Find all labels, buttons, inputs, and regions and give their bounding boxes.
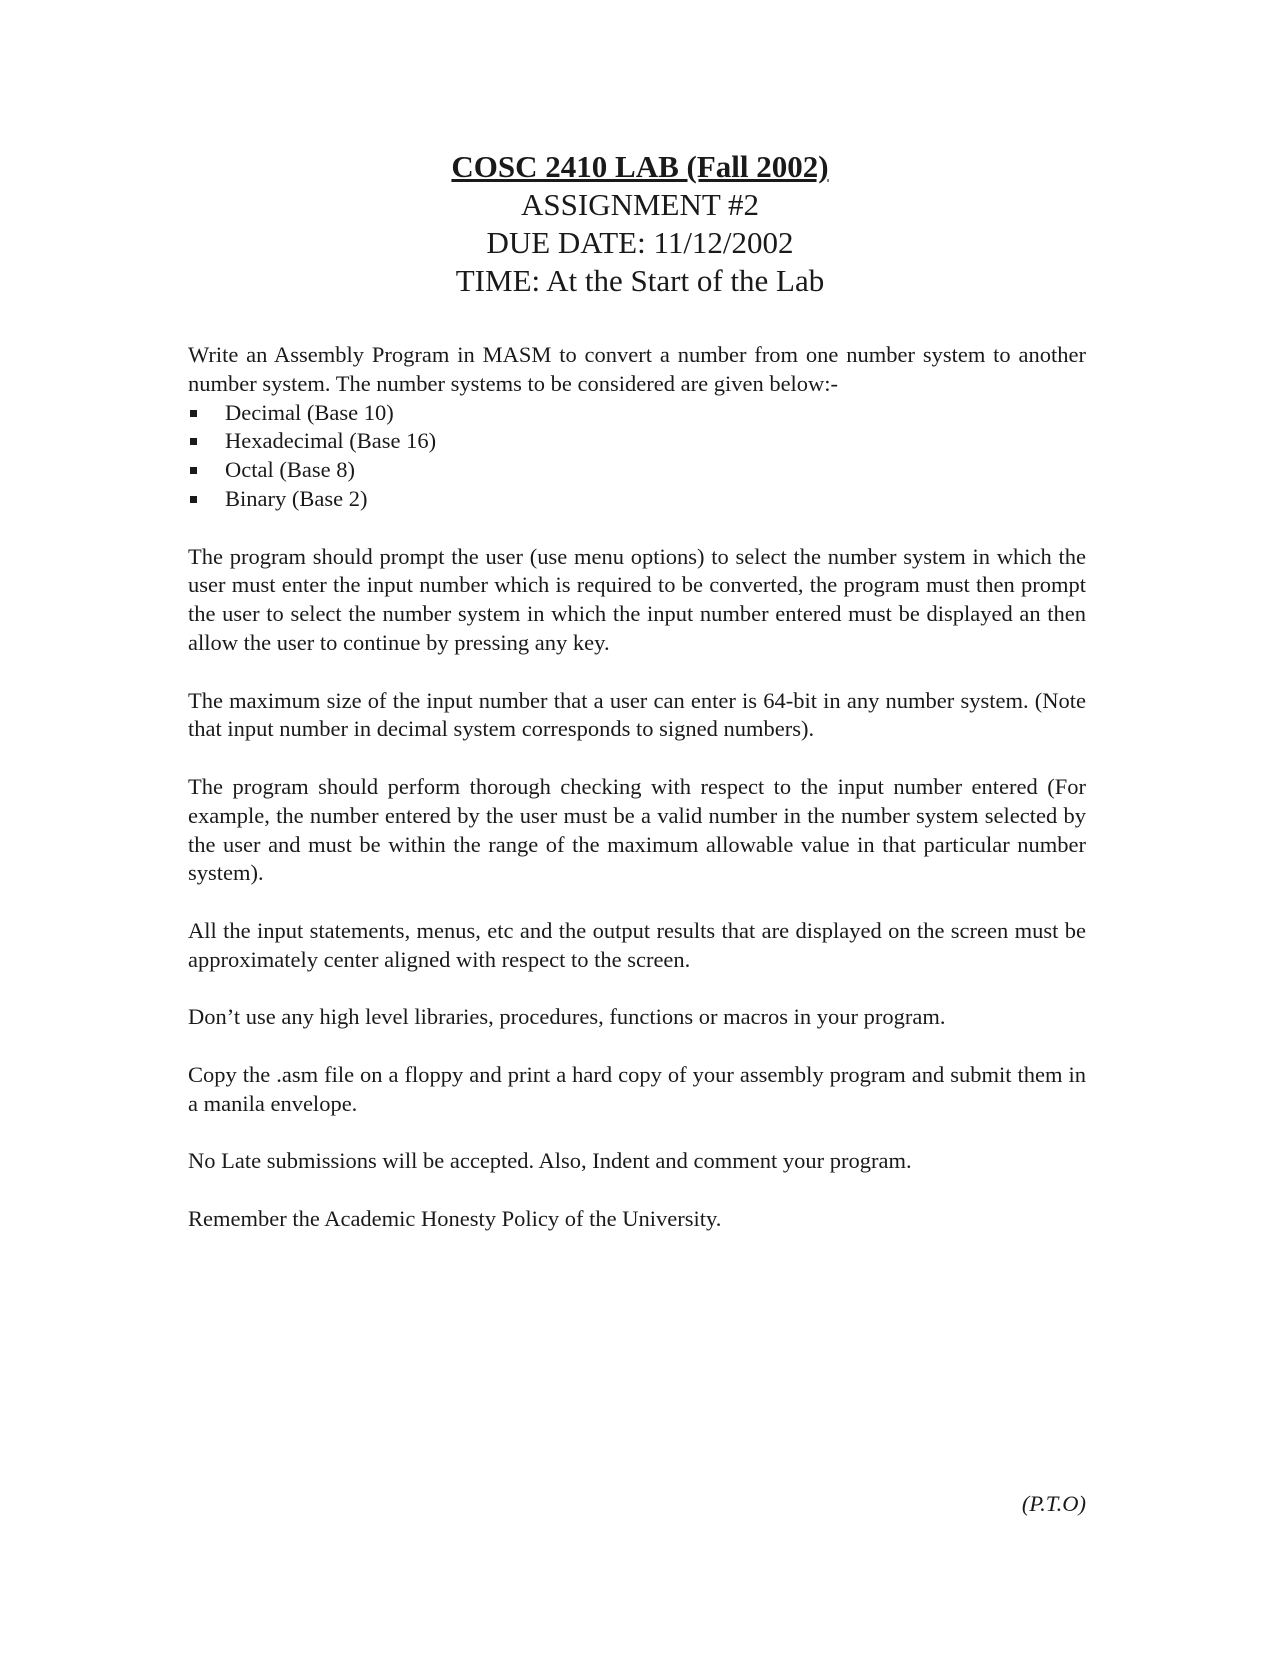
submission-time: TIME: At the Start of the Lab [455,263,825,298]
document-body [188,341,1086,1234]
late-policy-paragraph: No Late submissions will be accepted. Also, Indent and comment your program. [188,1148,912,1174]
prompt-requirements-paragraph: The program should prompt the user (use menu options) to select the number system in which the user must enter the input number which is required to be converted, the program must then prompt the user to select the number system in which the input number entered must be displayed an then allow the user to continue by pressing any key. [188,543,1086,655]
list-item [188,427,1086,456]
list-item-label: Decimal (Base 10) [225,399,394,425]
intro-paragraph: Write an Assembly Program in MASM to convert a number from one number system to another number system. The number systems to be considered are given below:- [188,342,1086,396]
input-size-paragraph: The maximum size of the input number that a user can enter is 64-bit in any number system. (Note that input number in decimal system corresponds to signed numbers). [188,687,1086,742]
list-item [188,399,1086,428]
honesty-policy-paragraph: Remember the Academic Honesty Policy of the University. [188,1205,722,1231]
document-header [0,148,1280,300]
list-item-label: Binary (Base 2) [225,485,368,511]
list-item-label: Octal (Base 8) [225,457,355,483]
alignment-paragraph: All the input statements, menus, etc and the output results that are displayed on the screen must be approximately center aligned with respect to the screen. [188,917,1086,972]
validation-paragraph: The program should perform thorough checking with respect to the input number entered (For example, the number entered by the user must be a valid number in the number system selected by the user and must be within the range of the maximum allowable value in that particular number system). [188,773,1086,886]
due-date: DUE DATE: 11/12/2002 [486,225,794,260]
list-item [188,485,1086,514]
number-system-list [188,399,1086,514]
please-turn-over-note: (P.T.O) [1021,1491,1086,1516]
submission-paragraph: Copy the .asm file on a floppy and print a hard copy of your assembly program and submit them in a manila envelope. [188,1061,1086,1116]
square-bullet-icon [190,467,197,474]
list-item-label: Hexadecimal (Base 16) [225,428,437,454]
square-bullet-icon [190,496,197,503]
square-bullet-icon [190,410,197,417]
restrictions-paragraph: Don’t use any high level libraries, procedures, functions or macros in your program. [188,1004,946,1030]
assignment-title: ASSIGNMENT #2 [521,187,759,222]
list-item [188,456,1086,485]
square-bullet-icon [190,438,197,445]
course-title: COSC 2410 LAB (Fall 2002) [451,149,829,184]
